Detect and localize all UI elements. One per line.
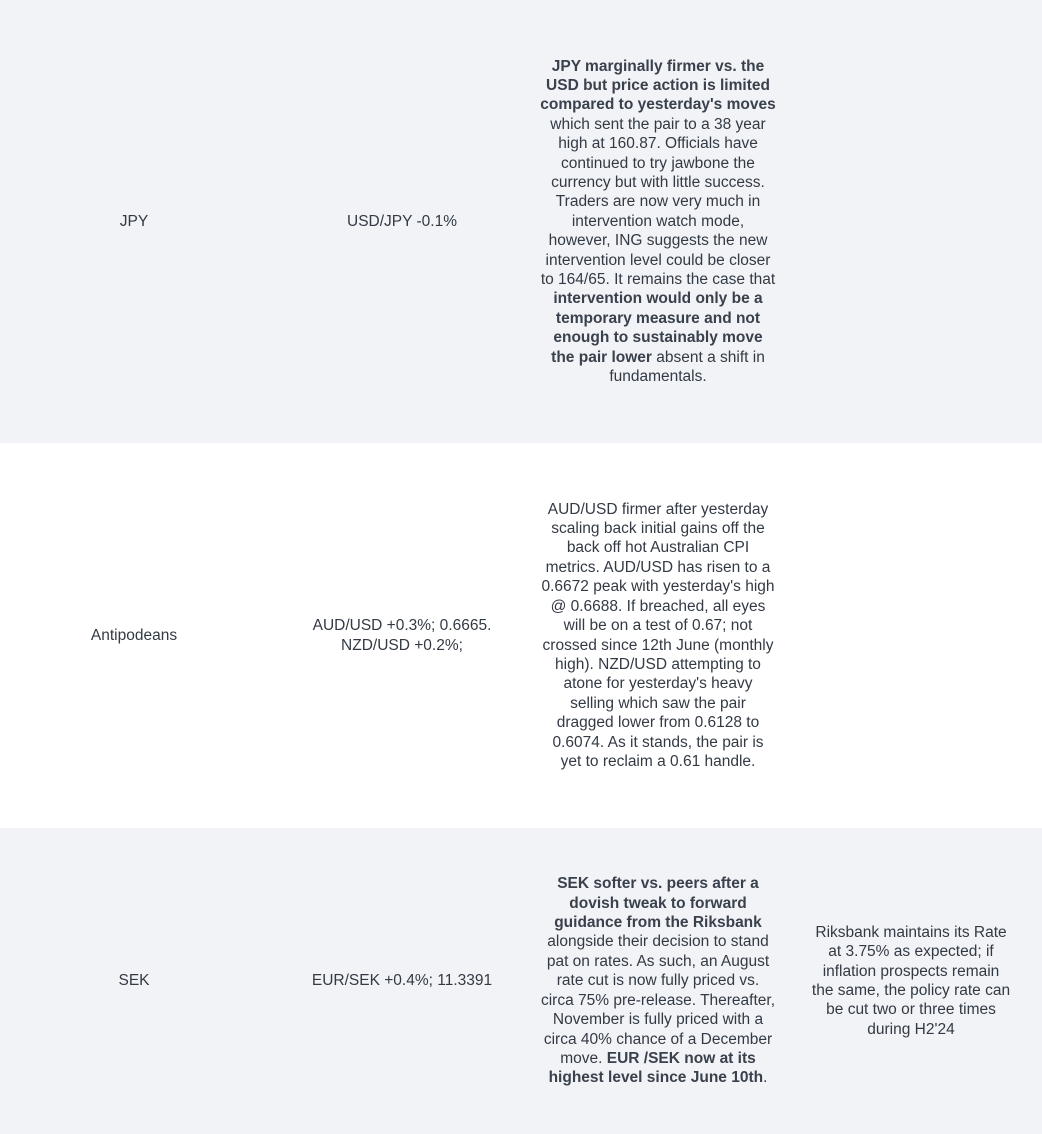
currency-cell: [0, 0, 268, 445]
note-text: Riksbank maintains its Rate at 3.75% as expected; if inflation prospects remain the same, the policy rate can be cut two or three times during H2'24: [811, 923, 1011, 1038]
pair-line: EUR/SEK +0.4%; 11.3391: [311, 972, 493, 990]
commentary-bold: intervention would only be a temporary measure and not enough to sustainably move the pair lower: [551, 290, 763, 366]
commentary-plain: .: [763, 1069, 768, 1087]
pair-line: USD/JPY -0.1%: [347, 212, 457, 230]
note-cell: [780, 828, 1042, 1134]
commentary-text: [540, 874, 776, 1087]
currency-cell: [0, 445, 268, 828]
commentary-plain: absent a shift in fundamentals.: [609, 348, 765, 386]
commentary-bold: EUR /SEK now at its highest level since June 10th: [548, 1049, 764, 1087]
currency-label: SEK: [118, 972, 150, 990]
commentary-cell: [536, 828, 780, 1134]
pairs-cell: [268, 828, 536, 1134]
commentary-plain: which sent the pair to a 38 year high at 160.87. Officials have continued to try jawbone the currency but with little success. Traders are now very much in intervention watch mode, however, ING suggests the new intervention level could be closer to 164/65. It remains the case that: [540, 115, 776, 289]
pairs-cell: [268, 445, 536, 828]
pairs-cell: [268, 0, 536, 445]
commentary-bold: JPY marginally firmer vs. the USD but price action is limited compared to yesterday's moves: [540, 57, 776, 114]
note-cell: [780, 445, 1042, 828]
pair-line: AUD/USD +0.3%; 0.6665.: [312, 617, 492, 635]
currency-label: JPY: [119, 212, 149, 230]
commentary-text: [540, 500, 776, 772]
commentary-bold: SEK softer vs. peers after a dovish tweak to forward guidance from the Riksbank: [554, 875, 762, 932]
commentary-plain: AUD/USD firmer after yesterday scaling back initial gains off the back off hot Australian CPI metrics. AUD/USD has risen to a 0.6672 peak with yesterday's high @ 0.6688. If breached, all eyes will be on a test of 0.67; not crossed since 12th June (monthly high). NZD/USD attempting to atone for yesterday's heavy selling which saw the pair dragged lower from 0.6128 to 0.6074. As it stands, the pair is yet to reclaim a 0.61 handle.: [541, 500, 775, 770]
commentary-cell: [536, 445, 780, 828]
table-row: [0, 445, 1042, 828]
currency-label: Antipodeans: [90, 626, 178, 644]
note-cell: [780, 0, 1042, 445]
commentary-plain: alongside their decision to stand pat on rates. As such, an August rate cut is now fully priced vs. circa 75% pre-release. Thereafter, November is fully priced with a circa 40% chance of a December move.: [540, 933, 776, 1067]
table-row: [0, 828, 1042, 1134]
commentary-text: [540, 57, 776, 387]
commentary-cell: [536, 0, 780, 445]
currency-cell: [0, 828, 268, 1134]
pair-line: NZD/USD +0.2%;: [341, 636, 463, 654]
table-row: [0, 0, 1042, 445]
